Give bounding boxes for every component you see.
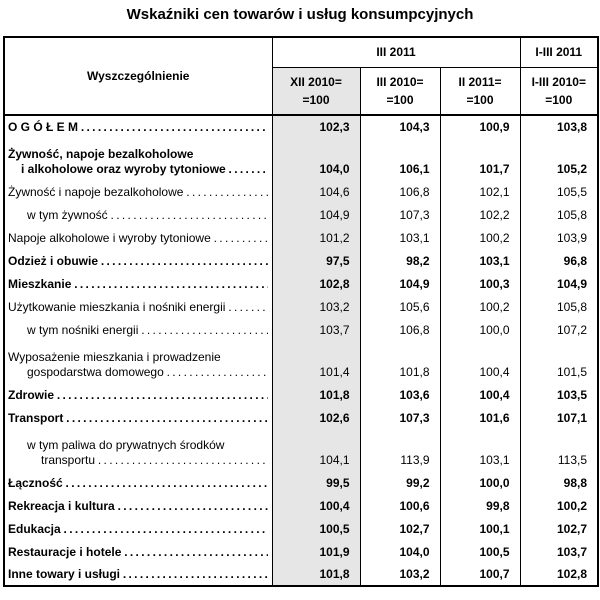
row-label-text: w tym żywność — [27, 208, 108, 222]
row-label-text: Użytkowanie mieszkania i nośniki energii — [8, 300, 226, 314]
table-row — [4, 295, 598, 318]
value-cell: 107,3 — [360, 406, 440, 429]
row-label-text: Mieszkanie — [8, 277, 72, 291]
value-cell: 106,1 — [360, 138, 440, 180]
label-column-header: Wyszczególnienie — [4, 37, 272, 115]
subheader-line1: XII 2010= — [290, 74, 342, 89]
value-cell: 102,8 — [272, 272, 360, 295]
value-cell: 101,8 — [272, 563, 360, 586]
value-cell: 103,2 — [272, 295, 360, 318]
value-cell: 101,8 — [360, 341, 440, 383]
value-cell: 104,9 — [520, 272, 598, 295]
table-header — [4, 37, 598, 115]
value-cell: 100,1 — [440, 517, 520, 540]
row-label-text: Restauracje i hotele — [8, 545, 122, 559]
value-cell: 103,7 — [272, 318, 360, 341]
value-cell: 104,9 — [272, 203, 360, 226]
value-cell: 113,9 — [360, 429, 440, 471]
value-cell: 101,4 — [272, 341, 360, 383]
value-cell: 101,2 — [272, 226, 360, 249]
subheader-line2: =100 — [466, 92, 494, 107]
value-cell: 105,5 — [520, 180, 598, 203]
subheader-col-1 — [272, 67, 360, 115]
row-label-text: Łączność — [8, 476, 63, 490]
subheader-line2: =100 — [302, 92, 330, 107]
value-cell: 100,3 — [440, 272, 520, 295]
value-cell: 99,5 — [272, 471, 360, 494]
table-row — [4, 115, 598, 138]
row-label-text: Zdrowie — [8, 388, 55, 402]
value-cell: 103,6 — [360, 383, 440, 406]
value-cell: 100,6 — [360, 494, 440, 517]
row-label — [4, 563, 272, 586]
table-row — [4, 406, 598, 429]
group-header-iii-2011: III 2011 — [272, 37, 520, 67]
value-cell: 107,2 — [520, 318, 598, 341]
value-cell: 107,3 — [360, 203, 440, 226]
value-cell: 102,8 — [520, 563, 598, 586]
row-label-line2: gospodarstwa domowego — [27, 365, 164, 379]
table-row — [4, 203, 598, 226]
value-cell: 100,4 — [440, 341, 520, 383]
table-row — [4, 540, 598, 563]
row-label — [4, 341, 272, 383]
value-cell: 101,5 — [520, 341, 598, 383]
table-row — [4, 341, 598, 383]
value-cell: 100,0 — [440, 318, 520, 341]
subheader-col-4 — [520, 67, 598, 115]
value-cell: 96,8 — [520, 249, 598, 272]
row-label — [4, 226, 272, 249]
row-label-text: Napoje alkoholowe i wyroby tytoniowe — [8, 231, 211, 245]
table-row — [4, 563, 598, 586]
table-row — [4, 429, 598, 471]
subheader-line1: I-III 2010= — [531, 74, 586, 89]
subheader-col-3 — [440, 67, 520, 115]
value-cell: 101,8 — [272, 383, 360, 406]
value-cell: 103,7 — [520, 540, 598, 563]
price-index-table — [3, 36, 599, 587]
table-row — [4, 494, 598, 517]
value-cell: 103,2 — [360, 563, 440, 586]
row-label-text: w tym nośniki energii — [27, 323, 139, 337]
row-label-text: Rekreacja i kultura — [8, 499, 115, 513]
table-row — [4, 383, 598, 406]
table-row — [4, 471, 598, 494]
value-cell: 103,1 — [440, 429, 520, 471]
row-label — [4, 406, 272, 429]
value-cell: 104,0 — [360, 540, 440, 563]
value-cell: 103,1 — [440, 249, 520, 272]
value-cell: 100,5 — [272, 517, 360, 540]
value-cell: 100,2 — [440, 295, 520, 318]
value-cell: 99,8 — [440, 494, 520, 517]
value-cell: 97,5 — [272, 249, 360, 272]
row-label — [4, 138, 272, 180]
value-cell: 102,7 — [360, 517, 440, 540]
value-cell: 101,9 — [272, 540, 360, 563]
value-cell: 103,1 — [360, 226, 440, 249]
subheader-line2: =100 — [386, 92, 414, 107]
table-row — [4, 180, 598, 203]
value-cell: 106,8 — [360, 318, 440, 341]
value-cell: 100,4 — [440, 383, 520, 406]
value-cell: 98,2 — [360, 249, 440, 272]
row-label-text: Edukacja — [8, 522, 61, 536]
table-row — [4, 272, 598, 295]
table-row — [4, 318, 598, 341]
value-cell: 103,5 — [520, 383, 598, 406]
value-cell: 100,9 — [440, 115, 520, 138]
table-row — [4, 249, 598, 272]
value-cell: 99,2 — [360, 471, 440, 494]
value-cell: 106,8 — [360, 180, 440, 203]
value-cell: 103,9 — [520, 226, 598, 249]
table-row — [4, 138, 598, 180]
value-cell: 103,8 — [520, 115, 598, 138]
value-cell: 104,3 — [360, 115, 440, 138]
value-cell: 105,6 — [360, 295, 440, 318]
value-cell: 102,6 — [272, 406, 360, 429]
value-cell: 102,3 — [272, 115, 360, 138]
subheader-line1: II 2011= — [458, 74, 502, 89]
value-cell: 105,8 — [520, 203, 598, 226]
value-cell: 100,5 — [440, 540, 520, 563]
row-label-text: Inne towary i usługi — [8, 567, 121, 581]
table-row — [4, 226, 598, 249]
value-cell: 104,9 — [360, 272, 440, 295]
value-cell: 101,7 — [440, 138, 520, 180]
row-label — [4, 494, 272, 517]
value-cell: 100,7 — [440, 563, 520, 586]
row-label — [4, 471, 272, 494]
value-cell: 113,5 — [520, 429, 598, 471]
row-label-text: Żywność i napoje bezalkoholowe — [8, 185, 184, 199]
value-cell: 100,2 — [520, 494, 598, 517]
row-label-line2: i alkoholowe oraz wyroby tytoniowe — [21, 162, 226, 176]
value-cell: 105,2 — [520, 138, 598, 180]
row-label — [4, 295, 272, 318]
row-label — [4, 249, 272, 272]
page-title: Wskaźniki cen towarów i usług konsumpcyjnych — [126, 6, 474, 23]
row-label — [4, 318, 272, 341]
value-cell: 102,1 — [440, 180, 520, 203]
row-label-line2: transportu — [41, 453, 96, 467]
value-cell: 107,1 — [520, 406, 598, 429]
row-label — [4, 115, 272, 138]
value-cell: 100,2 — [440, 226, 520, 249]
value-cell: 100,0 — [440, 471, 520, 494]
value-cell: 104,6 — [272, 180, 360, 203]
row-label — [4, 180, 272, 203]
row-label — [4, 272, 272, 295]
row-label — [4, 383, 272, 406]
value-cell: 105,8 — [520, 295, 598, 318]
value-cell: 98,8 — [520, 471, 598, 494]
row-label — [4, 203, 272, 226]
value-cell: 102,7 — [520, 517, 598, 540]
subheader-col-2 — [360, 67, 440, 115]
table-row — [4, 517, 598, 540]
row-label-line1: Wyposażenie mieszkania i prowadzenie — [8, 350, 221, 364]
row-label — [4, 540, 272, 563]
row-label-line1: w tym paliwa do prywatnych środków — [27, 438, 225, 452]
row-label-text: Transport — [8, 411, 64, 425]
value-cell: 100,4 — [272, 494, 360, 517]
group-header-i-iii-2011: I-III 2011 — [520, 37, 598, 67]
row-label-text: Odzież i obuwie — [8, 254, 99, 268]
value-cell: 102,2 — [440, 203, 520, 226]
row-label — [4, 429, 272, 471]
subheader-line1: III 2010= — [376, 74, 424, 89]
value-cell: 104,0 — [272, 138, 360, 180]
subheader-line2: =100 — [545, 92, 573, 107]
row-label-line1: Żywność, napoje bezalkoholowe — [8, 147, 194, 161]
value-cell: 101,6 — [440, 406, 520, 429]
row-label — [4, 517, 272, 540]
row-label-text: O G Ó Ł E M — [8, 120, 79, 134]
value-cell: 104,1 — [272, 429, 360, 471]
